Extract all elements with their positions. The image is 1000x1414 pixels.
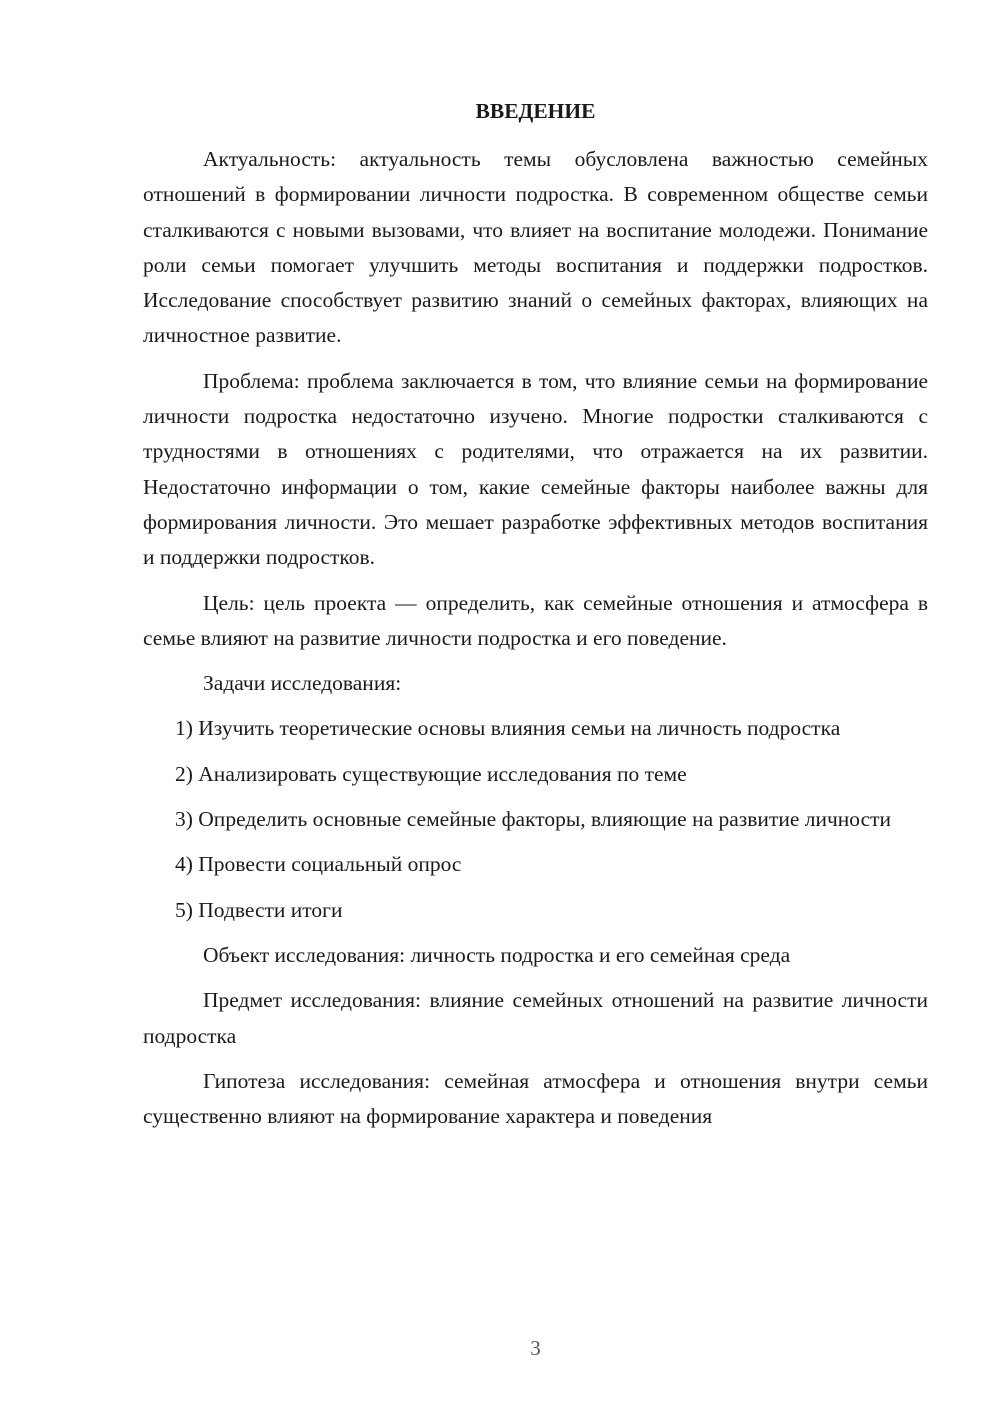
task-item-1: 1) Изучить теоретические основы влияния семьи на личность подростка <box>175 716 841 741</box>
page-number: 3 <box>530 1336 541 1360</box>
paragraph-problem: Проблема: проблема заключается в том, что влияние семьи на формирование личности подростка недостаточно изучено. Многие подростки сталкиваются с трудностями в отношениях с родителями, что отражается на их развитии. Недостаточно информации о том, какие семейные факторы наиболее важны для формирования личности. Это мешает разработке эффективных методов воспитания и поддержки подростков. <box>143 368 928 570</box>
task-item-2: 2) Анализировать существующие исследования по теме <box>175 761 687 786</box>
page-title: ВВЕДЕНИЕ <box>475 99 596 123</box>
paragraph-relevance: Актуальность: актуальность темы обусловлена важностью семейных отношений в формировании личности подростка. В современном обществе семьи сталкиваются с новыми вызовами, что влияет на воспитание молодежи. Понимание роли семьи помогает улучшить методы воспитания и поддержки подростков. Исследование способствует развитию знаний о семейных факторах, влияющих на личностное развитие. <box>143 147 928 348</box>
task-item-3: 3) Определить основные семейные факторы, влияющие на развитие личности <box>175 807 892 832</box>
paragraph-tasks-heading: Задачи исследования: <box>203 671 402 696</box>
document-body <box>143 142 928 1144</box>
paragraph-object: Объект исследования: личность подростка и его семейная среда <box>203 942 791 967</box>
paragraph-goal: Цель: цель проекта — определить, как семейные отношения и атмосфера в семье влияют на развитие личности подростка и его поведение. <box>143 590 928 650</box>
task-item-5: 5) Подвести итоги <box>175 897 343 922</box>
paragraph-subject: Предмет исследования: влияние семейных отношений на развитие личности подростка <box>143 988 928 1048</box>
paragraph-hypothesis: Гипотеза исследования: семейная атмосфера и отношения внутри семьи существенно влияют на формирование характера и поведения <box>143 1068 928 1129</box>
document-page <box>143 0 928 1414</box>
task-item-4: 4) Провести социальный опрос <box>175 852 462 877</box>
